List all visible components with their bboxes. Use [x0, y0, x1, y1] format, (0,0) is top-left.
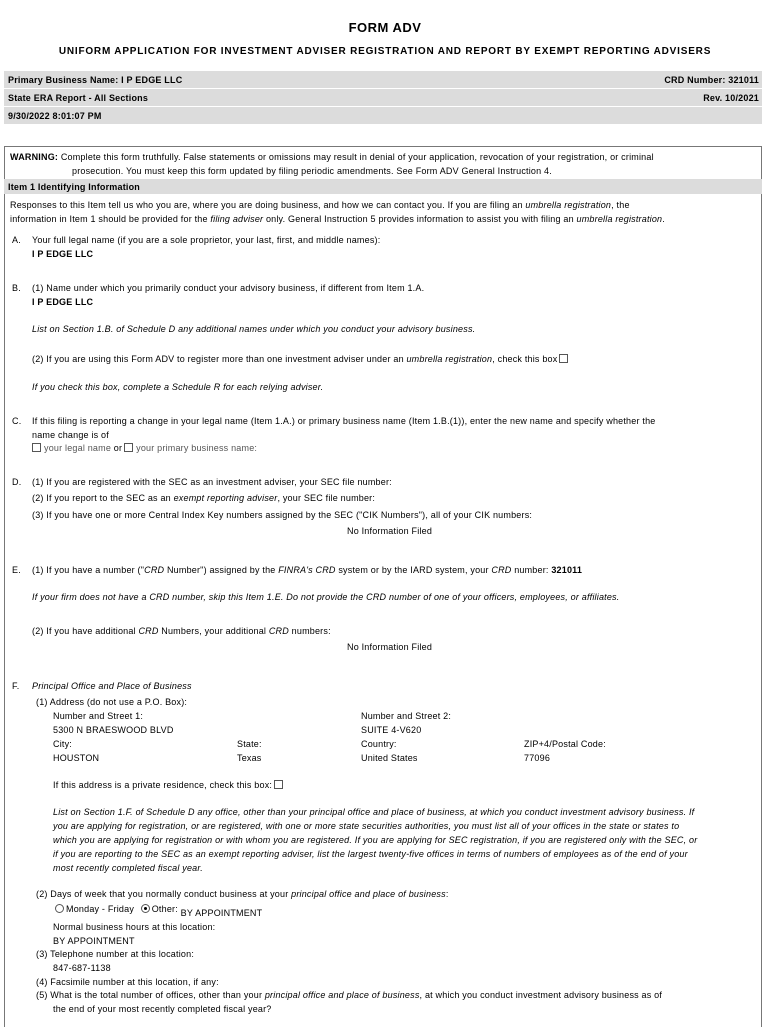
warning-label: WARNING:	[10, 152, 59, 162]
item-f-letter: F.	[12, 681, 20, 691]
item-f-q3: (3) Telephone number at this location:	[36, 949, 195, 959]
state-value: Texas	[237, 753, 262, 763]
private-residence-row	[53, 780, 286, 790]
header-band-2	[4, 89, 762, 106]
item-f-q1: (1) Address (do not use a P.O. Box):	[36, 697, 188, 707]
other-days-radio[interactable]	[141, 904, 150, 913]
legal-name-checkbox[interactable]	[32, 443, 41, 452]
q-text: (2) If you are using this Form ADV to register more than one investment adviser under an	[32, 354, 407, 364]
q-text: (5) What is the total number of offices, other than your	[36, 990, 265, 1000]
phone-value: 847-687-1138	[53, 963, 111, 973]
item-c-q2: name change is of	[32, 430, 109, 440]
q-text: Number") assigned by the	[164, 565, 279, 575]
q-term: principal office and place of business	[264, 990, 420, 1000]
other-days-label: Other:	[151, 904, 178, 914]
q-term: FINRA's CRD	[278, 565, 336, 575]
country-value: United States	[361, 753, 418, 763]
timestamp: 9/30/2022 8:01:07 PM	[8, 111, 102, 121]
hours-value: BY APPOINTMENT	[53, 936, 135, 946]
monday-friday-radio[interactable]	[55, 904, 64, 913]
q-text: (2) Days of week that you normally conduct business at your	[36, 889, 292, 899]
q-text: numbers:	[288, 626, 331, 636]
name-change-options	[30, 443, 257, 453]
business-name-checkbox[interactable]	[124, 443, 133, 452]
item-e-q2	[32, 626, 331, 636]
q-text: system or by the IARD system, your	[335, 565, 492, 575]
crd-number: CRD Number: 321011	[664, 75, 759, 85]
item-b-letter: B.	[12, 283, 21, 293]
header-band-1	[4, 71, 762, 88]
street2-label: Number and Street 2:	[361, 711, 452, 721]
additional-crd-none-value: No Information Filed	[347, 642, 433, 652]
private-residence-question: If this address is a private residence, check this box:	[53, 780, 273, 790]
intro-text: , the	[611, 200, 630, 210]
intro-text: Responses to this Item tell us who you are, where you are doing business, and how we can contact you. If you are filing an	[10, 200, 526, 210]
item-d-q2	[32, 493, 375, 503]
header-band-3	[4, 107, 762, 124]
item-c-q1: If this filing is reporting a change in your legal name (Item 1.A.) or primary business name (Item 1.B.(1)), enter the new name and specify whether the	[32, 416, 656, 426]
form-title: FORM ADV	[348, 20, 422, 35]
item-d-q3: (3) If you have one or more Central Index Key numbers assigned by the SEC ("CIK Numbers"), all of your CIK numbers:	[32, 510, 533, 520]
street1-value: 5300 N BRAESWOOD BLVD	[53, 725, 174, 735]
item-d-q1: (1) If you are registered with the SEC as an investment adviser, your SEC file number:	[32, 477, 392, 487]
list-offices-4: if you are reporting to the SEC as an exempt reporting adviser, list the largest twenty-five offices in terms of numbers of employees as of the end of your	[53, 849, 688, 859]
intro-term: filing adviser	[210, 214, 264, 224]
zip-label: ZIP+4/Postal Code:	[524, 739, 606, 749]
intro-text: only. General Instruction 5 provides information to assist you with filing an	[263, 214, 577, 224]
monday-friday-label: Monday - Friday	[66, 904, 135, 914]
item-a-letter: A.	[12, 235, 21, 245]
q-term: CRD	[491, 565, 512, 575]
intro-text: information in Item 1 should be provided for the	[10, 214, 211, 224]
state-label: State:	[237, 739, 262, 749]
warning-text-2: prosecution. You must keep this form updated by filing periodic amendments. See Form ADV General Instruction 4.	[72, 166, 552, 176]
item-c-letter: C.	[12, 416, 22, 426]
zip-value: 77096	[524, 753, 551, 763]
item1-intro-2	[10, 214, 665, 224]
item-a-question: Your full legal name (if you are a sole proprietor, your last, first, and middle names):	[32, 235, 381, 245]
business-name-value: I P EDGE LLC	[32, 297, 94, 307]
city-value: HOUSTON	[53, 753, 100, 763]
item-f-heading: Principal Office and Place of Business	[32, 681, 192, 691]
other-days-value: BY APPOINTMENT	[180, 908, 263, 918]
q-term: CRD	[144, 565, 165, 575]
warning-text-1: Complete this form truthfully. False statements or omissions may result in denial of your application, revocation of your registration, or criminal	[60, 152, 654, 162]
city-label: City:	[53, 739, 72, 749]
street2-value: SUITE 4-V620	[361, 725, 422, 735]
intro-term: umbrella registration	[525, 200, 612, 210]
report-type: State ERA Report - All Sections	[8, 93, 149, 103]
item1-header	[4, 179, 762, 194]
intro-text: .	[662, 214, 665, 224]
q-text: , your SEC file number:	[277, 493, 376, 503]
list-offices-5: most recently completed fiscal year.	[53, 863, 203, 873]
q-text: (2) If you report to the SEC as an	[32, 493, 174, 503]
item-e-note: If your firm does not have a CRD number, skip this Item 1.E. Do not provide the CRD number of one of your officers, employees, or affiliates.	[32, 592, 620, 602]
form-subtitle: UNIFORM APPLICATION FOR INVESTMENT ADVISER REGISTRATION AND REPORT BY EXEMPT REPORTING ADVISERS	[58, 46, 712, 57]
or-text: or	[113, 443, 123, 453]
q-term: principal office and place of business	[291, 889, 446, 899]
warning-line-1	[10, 152, 654, 162]
item-f-q5	[36, 990, 662, 1000]
item-f-q4: (4) Facsimile number at this location, if any:	[36, 977, 219, 987]
list-offices-2: you are applying for registration, or are registered, with one or more state securities authorities, you must list all of your offices in the state or states to	[53, 821, 680, 831]
item-d-letter: D.	[12, 477, 22, 487]
cik-none-value: No Information Filed	[347, 526, 433, 536]
q-text: Numbers, your additional	[158, 626, 269, 636]
revision: Rev. 10/2021	[703, 93, 759, 103]
q-term: exempt reporting adviser	[173, 493, 278, 503]
q-term: CRD	[268, 626, 289, 636]
list-offices-1: List on Section 1.F. of Schedule D any office, other than your principal office and place of business, at which you conduct investment advisory business. If	[53, 807, 695, 817]
business-name: Primary Business Name: I P EDGE LLC	[8, 75, 183, 85]
legal-name-option-label: your legal name	[44, 443, 112, 453]
hours-label: Normal business hours at this location:	[53, 922, 216, 932]
item-f-q5-cont: the end of your most recently completed fiscal year?	[53, 1004, 272, 1014]
crd-number-value: 321011	[551, 565, 583, 575]
business-name-option-label: your primary business name:	[136, 443, 258, 453]
q-text: number:	[511, 565, 552, 575]
item-b-note-2: If you check this box, complete a Schedule R for each relying adviser.	[32, 382, 324, 392]
item1-heading: Item 1 Identifying Information	[8, 182, 141, 192]
days-options	[55, 904, 263, 918]
q-term: umbrella registration	[406, 354, 493, 364]
q-text: , check this box	[492, 354, 558, 364]
item-e-letter: E.	[12, 565, 21, 575]
q-text: (1) If you have a number ("	[32, 565, 145, 575]
list-offices-3: which you are applying for registration or with whom you are registered. If you are applying for SEC registration, if you are registered only with the SEC, or	[53, 835, 698, 845]
item-f-q2	[36, 889, 449, 899]
item1-intro-1	[10, 200, 630, 210]
street1-label: Number and Street 1:	[53, 711, 144, 721]
item-e-q1	[32, 565, 582, 575]
q-text: :	[445, 889, 449, 899]
q-text: (2) If you have additional	[32, 626, 139, 636]
legal-name-value: I P EDGE LLC	[32, 249, 94, 259]
umbrella-checkbox[interactable]	[559, 354, 568, 363]
private-residence-checkbox[interactable]	[274, 780, 283, 789]
q-text: , at which you conduct investment advisory business as of	[419, 990, 663, 1000]
q-term: CRD	[138, 626, 159, 636]
intro-term: umbrella registration	[576, 214, 663, 224]
item-b-q1: (1) Name under which you primarily conduct your advisory business, if different from Item 1.A.	[32, 283, 425, 293]
item-b-note-1: List on Section 1.B. of Schedule D any additional names under which you conduct your advisory business.	[32, 324, 476, 334]
item-b-q2	[32, 354, 571, 364]
country-label: Country:	[361, 739, 397, 749]
